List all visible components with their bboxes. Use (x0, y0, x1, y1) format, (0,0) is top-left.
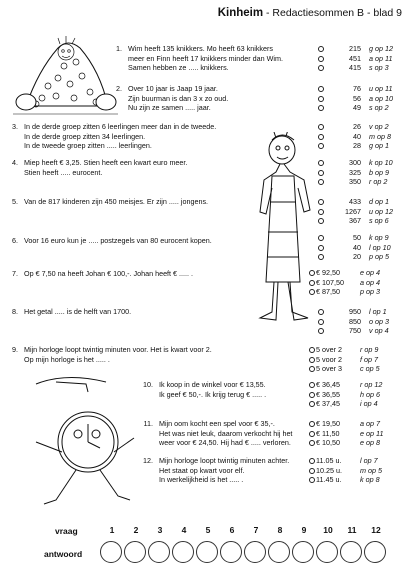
question-number: 5. (12, 197, 18, 206)
option-code: m op 8 (369, 131, 391, 141)
option-code: l op 7 (360, 456, 378, 465)
option-code: u op 11 (369, 84, 393, 93)
grid-column-number: 2 (133, 525, 139, 535)
option-value: 40 (353, 131, 361, 141)
answer-radio[interactable] (318, 143, 324, 149)
option-value: 26 (353, 122, 361, 131)
answer-radio[interactable] (309, 458, 315, 464)
option-code: d op 1 (369, 197, 389, 206)
answer-letter-circle[interactable] (124, 541, 146, 563)
grid-column-number: 9 (301, 525, 307, 535)
option-value: 350 (349, 177, 361, 187)
question-line: Nu zijn ze samen ..... jaar. (128, 103, 211, 113)
question-line: Van de 817 kinderen zijn 450 meisjes. Er zijn ..... jongens. (24, 197, 209, 206)
option-value: € 92,50 (316, 268, 340, 277)
option-value: 215 (349, 44, 361, 53)
question-line: Stien heeft ..... eurocent. (24, 167, 103, 177)
grid-column-number: 11 (347, 525, 357, 535)
option-value: 56 (353, 93, 361, 103)
question-number: 10. (143, 380, 153, 389)
answer-radio[interactable] (318, 46, 324, 52)
answer-radio[interactable] (309, 280, 315, 286)
options-q10 (309, 380, 400, 409)
option-code: h op 6 (360, 389, 380, 399)
question-number: 3. (12, 122, 18, 131)
option-value: 367 (349, 216, 361, 226)
question-number: 2. (116, 84, 122, 93)
answer-radio[interactable] (318, 86, 324, 92)
question-line: In de derde groep zitten 34 leerlingen. (24, 131, 146, 141)
answer-radio[interactable] (309, 392, 315, 398)
page-title (218, 7, 402, 19)
options-q6 (318, 233, 409, 262)
question-number: 11. (143, 419, 153, 428)
option-code: s op 2 (369, 103, 389, 113)
option-code: k op 9 (369, 233, 389, 242)
question-number: 6. (12, 236, 18, 245)
option-value: € 19,50 (316, 419, 340, 428)
option-value: 325 (349, 167, 361, 177)
answer-radio[interactable] (309, 421, 315, 427)
option-value: 50 (353, 233, 361, 242)
answer-radio[interactable] (318, 105, 324, 111)
answer-radio[interactable] (318, 56, 324, 62)
answer-radio[interactable] (309, 440, 315, 446)
question-line: In de tweede groep zitten ..... leerlingen. (24, 141, 152, 151)
option-value: 11.05 u. (316, 456, 342, 465)
grid-answer-label: antwoord (44, 549, 83, 559)
answer-letter-circle[interactable] (196, 541, 218, 563)
option-value: € 11,50 (316, 428, 340, 438)
question-number: 12. (143, 456, 153, 465)
option-code: a op 11 (369, 53, 393, 63)
option-code: s op 6 (369, 216, 389, 226)
answer-radio[interactable] (318, 254, 324, 260)
question-line: Miep heeft € 3,25. Stien heeft een kwart euro meer. (24, 158, 188, 167)
option-code: a op 4 (360, 277, 380, 287)
options-q7 (309, 268, 400, 297)
answer-letter-circle[interactable] (220, 541, 242, 563)
question-line: Mijn horloge loopt twintig minuten voor. Het is kwart voor 2. (24, 345, 212, 354)
answer-radio[interactable] (309, 357, 315, 363)
question-line: Ik geef € 50,-. Ik krijg terug € ..... . (159, 389, 267, 399)
answer-letter-circle[interactable] (244, 541, 266, 563)
answer-radio[interactable] (318, 65, 324, 71)
answer-radio[interactable] (318, 218, 324, 224)
option-code: r op 12 (360, 380, 383, 389)
answer-radio[interactable] (318, 309, 324, 315)
option-code: v op 4 (369, 326, 389, 336)
question-line: Het staat op kwart voor elf. (159, 465, 245, 475)
question-line: Op mijn horloge is het ..... . (24, 354, 110, 364)
option-value: € 36,45 (316, 380, 340, 389)
option-code: i op 4 (360, 399, 378, 409)
grid-column-number: 4 (181, 525, 187, 535)
question-line: Ik koop in de winkel voor € 13,55. (159, 380, 266, 389)
answer-letter-circle[interactable] (268, 541, 290, 563)
answer-radio[interactable] (318, 124, 324, 130)
brand-name: Kinheim (217, 7, 264, 19)
answer-radio[interactable] (309, 477, 315, 483)
question-line: Zijn buurman is dan 3 x zo oud. (128, 93, 229, 103)
apron-figure-illustration (252, 132, 322, 332)
answer-letter-circle[interactable] (148, 541, 170, 563)
answer-radio[interactable] (318, 170, 324, 176)
option-code: v op 2 (369, 122, 389, 131)
options-q9 (309, 345, 400, 374)
answer-radio[interactable] (318, 319, 324, 325)
option-value: 850 (349, 316, 361, 326)
option-value: 11.45 u. (316, 475, 342, 485)
running-clock-illustration (26, 372, 141, 510)
question-line: Voor 16 euro kun je ..... postzegels van 80 eurocent kopen. (24, 236, 212, 245)
grid-column-number: 7 (253, 525, 259, 535)
option-code: e op 11 (360, 428, 384, 438)
marbles-cartoon-illustration (8, 26, 123, 118)
question-line: Samen hebben ze ..... knikkers. (128, 63, 229, 73)
option-value: € 107,50 (316, 277, 344, 287)
question-line: Het was niet leuk, daarom verkocht hij het (159, 428, 293, 438)
options-q1 (318, 44, 409, 73)
options-q11 (309, 419, 400, 448)
option-code: k op 10 (369, 158, 393, 167)
option-code: u op 12 (369, 206, 393, 216)
question-line: In de derde groep zitten 6 leerlingen meer dan in de tweede. (24, 122, 217, 131)
option-value: € 36,55 (316, 389, 340, 399)
answer-radio[interactable] (318, 235, 324, 241)
answer-radio[interactable] (309, 431, 315, 437)
option-value: 300 (349, 158, 361, 167)
option-code: a op 7 (360, 419, 380, 428)
grid-column-number: 12 (371, 525, 381, 535)
question-line: Het getal ..... is de helft van 1700. (24, 307, 132, 316)
option-code: a op 10 (369, 93, 393, 103)
options-q3 (318, 122, 409, 151)
option-value: € 10,50 (316, 438, 340, 448)
answer-radio[interactable] (309, 401, 315, 407)
grid-answer-row (100, 541, 388, 563)
option-value: 950 (349, 307, 361, 316)
answer-radio[interactable] (309, 366, 315, 372)
answer-radio[interactable] (309, 382, 315, 388)
option-code: g op 12 (369, 44, 393, 53)
question-number: 8. (12, 307, 18, 316)
answer-radio[interactable] (318, 134, 324, 140)
question-line: Wim heeft 135 knikkers. Mo heeft 63 knikkers (128, 44, 274, 53)
option-code: e op 4 (360, 268, 380, 277)
answer-radio[interactable] (318, 179, 324, 185)
answer-radio[interactable] (318, 160, 324, 166)
question-line: weer voor € 24,50. Hij had € ..... verloren. (159, 438, 291, 448)
options-q8 (318, 307, 409, 336)
option-value: € 37,45 (316, 399, 340, 409)
option-code: b op 9 (369, 167, 389, 177)
answer-radio[interactable] (318, 199, 324, 205)
option-value: 451 (349, 53, 361, 63)
option-value: 49 (353, 103, 361, 113)
option-value: 750 (349, 326, 361, 336)
grid-column-number: 1 (109, 525, 115, 535)
answer-radio[interactable] (309, 468, 315, 474)
answer-letter-circle[interactable] (340, 541, 362, 563)
question-line: Op € 7,50 na heeft Johan € 100,-. Johan heeft € ..... . (24, 269, 194, 278)
option-value: 415 (349, 63, 361, 73)
answer-radio[interactable] (309, 270, 315, 276)
option-code: o op 3 (369, 316, 389, 326)
option-code: p op 3 (360, 287, 380, 297)
option-value: 10.25 u. (316, 465, 342, 475)
grid-column-number: 5 (205, 525, 211, 535)
question-number: 7. (12, 269, 18, 278)
question-line: Over 10 jaar is Jaap 19 jaar. (128, 84, 218, 93)
option-value: 28 (353, 141, 361, 151)
grid-number-row (100, 525, 388, 535)
worksheet-subtitle: - Redactiesommen B - blad 9 (263, 7, 402, 19)
answer-letter-circle[interactable] (364, 541, 386, 563)
answer-letter-circle[interactable] (100, 541, 122, 563)
grid-column-number: 6 (229, 525, 235, 535)
answer-radio[interactable] (318, 245, 324, 251)
question-number: 1. (116, 44, 122, 53)
option-value: 76 (353, 84, 361, 93)
option-code: r op 9 (360, 345, 379, 354)
option-value: 5 over 2 (316, 345, 342, 354)
answer-radio[interactable] (318, 96, 324, 102)
option-value: 1267 (345, 206, 361, 216)
question-line: Mijn oom kocht een spel voor € 35,-. (159, 419, 275, 428)
answer-letter-circle[interactable] (172, 541, 194, 563)
options-q4 (318, 158, 409, 187)
option-code: m op 5 (360, 465, 382, 475)
question-line: Mijn horloge loopt twintig minuten achter. (159, 456, 290, 465)
option-value: 40 (353, 242, 361, 252)
question-number: 4. (12, 158, 18, 167)
options-q12 (309, 456, 400, 485)
option-code: g op 1 (369, 141, 389, 151)
option-value: 20 (353, 252, 361, 262)
option-code: l op 1 (369, 307, 387, 316)
question-line: In werkelijkheid is het ..... . (159, 475, 244, 485)
option-code: e op 8 (360, 438, 380, 448)
option-value: 5 voor 2 (316, 354, 342, 364)
grid-column-number: 8 (277, 525, 283, 535)
option-value: € 87,50 (316, 287, 340, 297)
answer-letter-circle[interactable] (292, 541, 314, 563)
answer-radio[interactable] (318, 209, 324, 215)
answer-radio[interactable] (309, 289, 315, 295)
question-line: meer en Finn heeft 17 knikkers minder dan Wim. (128, 53, 283, 63)
option-code: k op 8 (360, 475, 380, 485)
answer-radio[interactable] (318, 328, 324, 334)
option-value: 433 (349, 197, 361, 206)
question-number: 9. (12, 345, 18, 354)
grid-column-number: 3 (157, 525, 163, 535)
option-code: s op 3 (369, 63, 389, 73)
grid-row-label: vraag (55, 526, 78, 536)
options-q2 (318, 84, 409, 113)
option-code: l op 10 (369, 242, 391, 252)
options-q5 (318, 197, 409, 226)
option-value: 5 over 3 (316, 364, 342, 374)
answer-letter-circle[interactable] (316, 541, 338, 563)
grid-column-number: 10 (323, 525, 333, 535)
option-code: r op 2 (369, 177, 388, 187)
option-code: f op 7 (360, 354, 378, 364)
answer-radio[interactable] (309, 347, 315, 353)
option-code: p op 5 (369, 252, 389, 262)
answer-grid (100, 525, 388, 563)
option-code: c op 5 (360, 364, 380, 374)
